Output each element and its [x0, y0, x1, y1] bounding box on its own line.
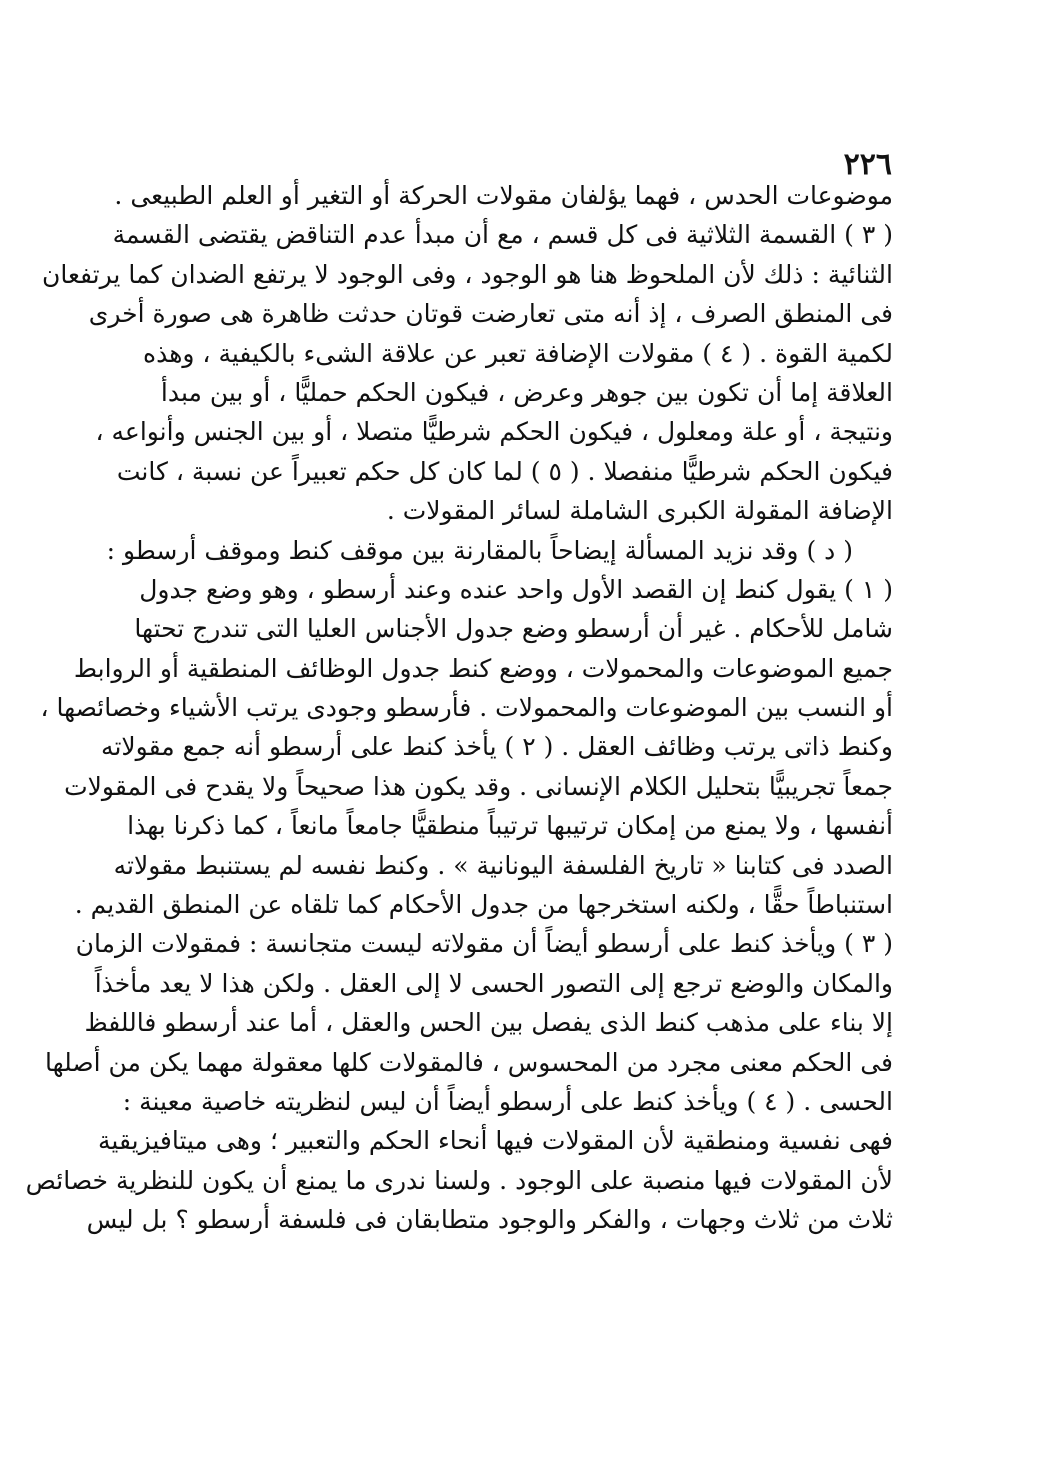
text-line: فى المنطق الصرف ، إذ أنه متى تعارضت قوتان حدثت ظاهرة هى صورة أخرى [88, 299, 893, 329]
text-line: إلا بناء على مذهب كنط الذى يفصل بين الحس والعقل ، أما عند أرسطو فاللفظ [84, 1008, 893, 1038]
text-line: ثلاث من ثلاث وجهات ، والفكر والوجود متطابقان فى فلسفة أرسطو ؟ بل ليس [86, 1205, 893, 1235]
text-line: والمكان والوضع ترجع إلى التصور الحسى لا إلى العقل . ولكن هذا لا يعد مأخذاً [94, 968, 893, 998]
text-line: شامل للأحكام . غير أن أرسطو وضع جدول الأجناس العليا التى تندرج تحتها [134, 614, 893, 644]
text-line: الثنائية : ذلك لأن الملحوظ هنا هو الوجود ، وفى الوجود لا يرتفع الضدان كما يرتفعان [42, 259, 893, 289]
body-text [25, 176, 893, 1240]
text-line: لكمية القوة . ( ٤ ) مقولات الإضافة تعبر عن علاقة الشىء بالكيفية ، وهذه [143, 338, 893, 368]
text-line: ( د ) وقد نزيد المسألة إيضاحاً بالمقارنة بين موقف كنط وموقف أرسطو : [106, 535, 853, 565]
text-line: وكنط ذاتى يرتب وظائف العقل . ( ٢ ) يأخذ كنط على أرسطو أنه جمع مقولاته [101, 732, 893, 762]
text-line: الإضافة المقولة الكبرى الشاملة لسائر المقولات . [386, 496, 893, 526]
text-line: أنفسها ، ولا يمنع من إمكان ترتيبها ترتيباً منطقيًّا جامعاً مانعاً ، كما ذكرنا بهذا [127, 811, 893, 841]
text-line: ونتيجة ، أو علة ومعلول ، فيكون الحكم شرطيًّا متصلا ، أو بين الجنس وأنواعه ، [95, 417, 893, 447]
text-line: جمعاً تجريبيًّا بتحليل الكلام الإنسانى . وقد يكون هذا صحيحاً ولا يقدح فى المقولات [64, 771, 893, 801]
text-line: ( ١ ) يقول كنط إن القصد الأول واحد عنده وعند أرسطو ، وهو وضع جدول [139, 574, 893, 604]
text-line: جميع الموضوعات والمحمولات ، ووضع كنط جدول الوظائف المنطقية أو الروابط [73, 653, 893, 683]
text-line: لأن المقولات فيها منصبة على الوجود . ولسنا ندرى ما يمنع أن يكون للنظرية خصائص [25, 1165, 893, 1195]
text-line: فهى نفسية ومنطقية لأن المقولات فيها أنحاء الحكم والتعبير ؛ وهى ميتافيزيقية [98, 1126, 893, 1156]
text-line: الصدد فى كتابنا « تاريخ الفلسفة اليونانية » . وكنط نفسه لم يستنبط مقولاته [113, 850, 893, 880]
text-line: الحسى . ( ٤ ) ويأخذ كنط على أرسطو أيضاً أن ليس لنظريته خاصية معينة : [122, 1086, 893, 1116]
text-line: استنباطاً حقًّا ، ولكنه استخرجها من جدول الأحكام كما تلقاه عن المنطق القديم . [74, 890, 893, 920]
text-line: العلاقة إما أن تكون بين جوهر وعرض ، فيكون الحكم حمليًّا ، أو بين مبدأ [160, 377, 893, 407]
text-line: فى الحكم معنى مجرد من المحسوس ، فالمقولات كلها معقولة مهما يكن من أصلها [44, 1047, 893, 1077]
text-line: ( ٣ ) القسمة الثلاثية فى كل قسم ، مع أن مبدأ عدم التناقض يقتضى القسمة [112, 220, 893, 250]
text-line: أو النسب بين الموضوعات والمحمولات . فأرسطو وجودى يرتب الأشياء وخصائصها ، [40, 693, 893, 723]
text-line: ( ٣ ) ويأخذ كنط على أرسطو أيضاً أن مقولاته ليست متجانسة : فمقولات الزمان [75, 929, 893, 959]
page-number: ٢٢٦ [843, 147, 892, 182]
text-line: فيكون الحكم شرطيًّا منفصلا . ( ٥ ) لما كان كل حكم تعبيراً عن نسبة ، كانت [116, 456, 893, 486]
text-line: موضوعات الحدس ، فهما يؤلفان مقولات الحركة أو التغير أو العلم الطبيعى . [114, 181, 893, 210]
